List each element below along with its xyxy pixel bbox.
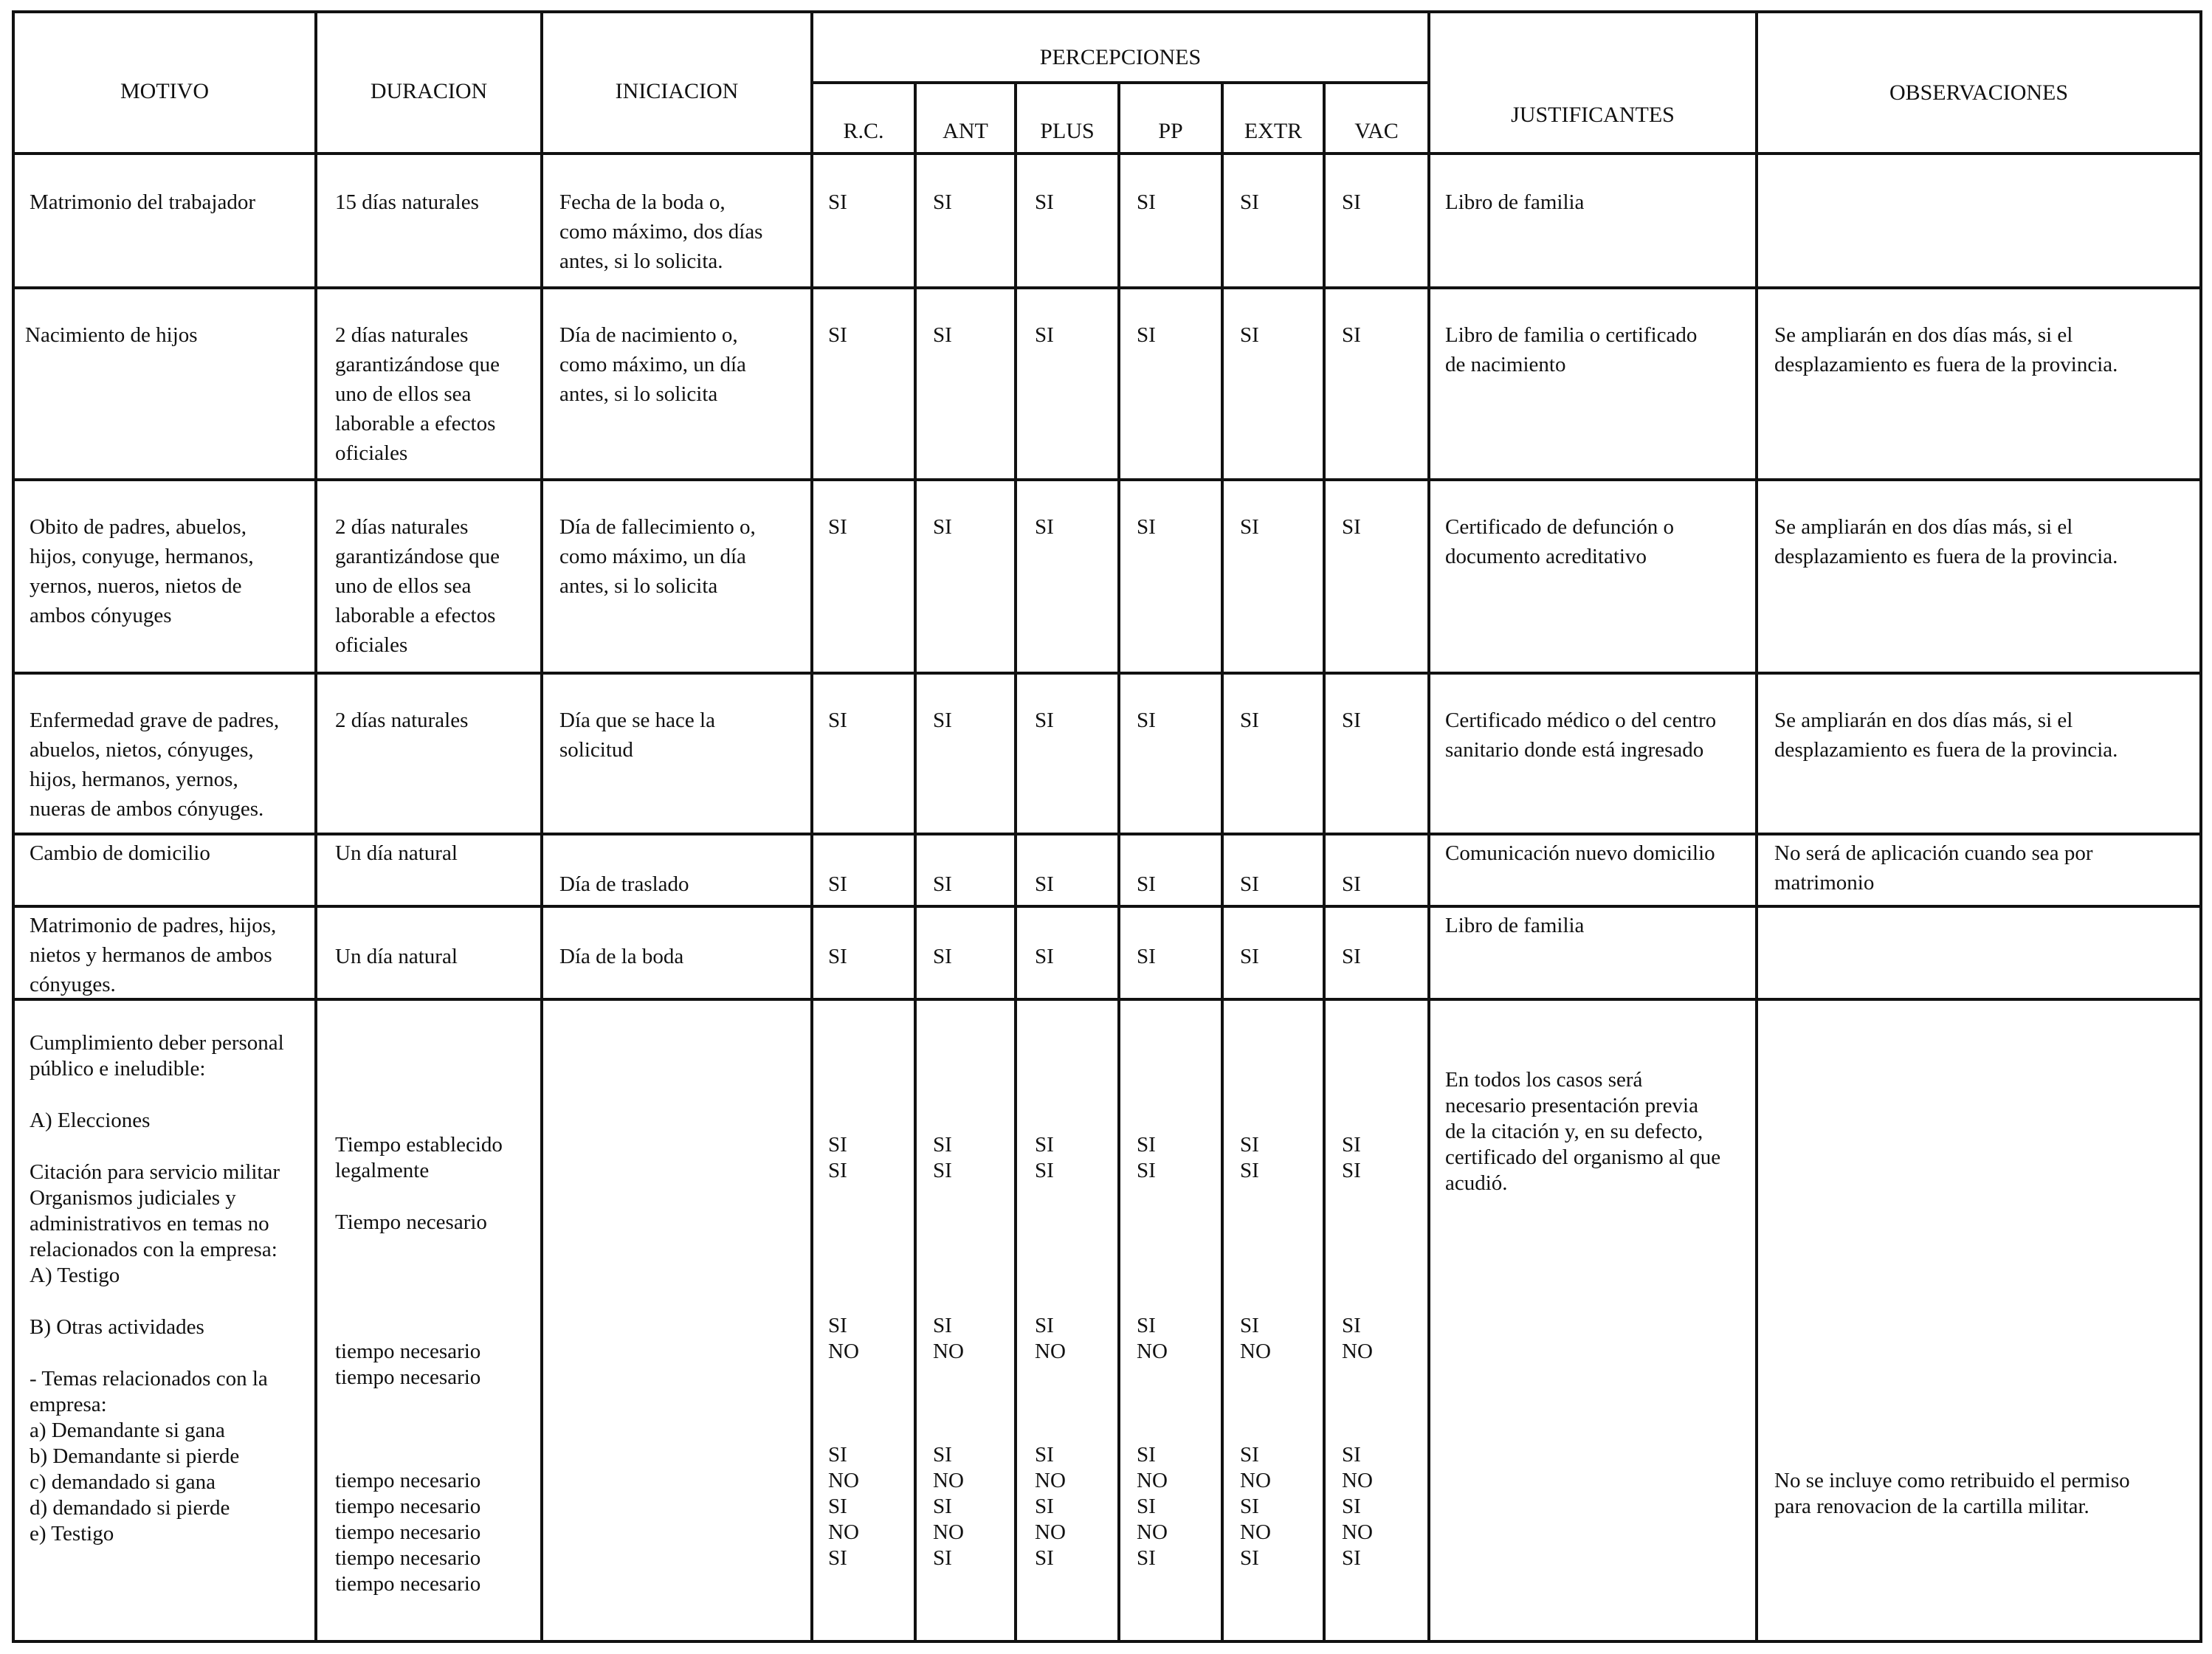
cell-rc-deber-b: SI NO: [828, 1314, 859, 1363]
cell-motivo: Cambio de domicilio: [30, 841, 210, 865]
cell-pp: SI: [1137, 190, 1156, 214]
cell-extr-deber-c: SI NO SI NO SI: [1240, 1443, 1271, 1570]
cell-vac: SI: [1342, 323, 1361, 347]
cell-observaciones: No será de aplicación cuando sea por matrimonio: [1774, 841, 2093, 895]
table-right-border: [2199, 10, 2202, 1643]
cell-duracion: Un día natural: [335, 945, 458, 968]
column-divider: [1323, 81, 1326, 1643]
column-divider: [1221, 81, 1224, 1643]
cell-ant-deber-b: SI NO: [933, 1314, 964, 1363]
cell-justificantes: Libro de familia: [1445, 914, 1585, 937]
cell-duracion-deber-a: Tiempo establecido legalmente Tiempo necesario: [335, 1133, 503, 1234]
cell-iniciacion: Día de nacimiento o, como máximo, un día antes, si lo solicita: [559, 323, 746, 406]
permisos-table: [12, 10, 2202, 1643]
cell-justificantes: Libro de familia o certificado de nacimiento: [1445, 323, 1698, 376]
cell-observaciones: Se ampliarán en dos días más, si el desplazamiento es fuera de la provincia.: [1774, 515, 2118, 568]
cell-motivo: Obito de padres, abuelos, hijos, conyuge, hermanos, yernos, nueros, nietos de ambos cónyuges: [30, 515, 254, 627]
cell-extr: SI: [1240, 945, 1259, 968]
cell-duracion-deber-b: tiempo necesario tiempo necesario: [335, 1340, 481, 1389]
cell-vac-deber-a: SI SI: [1342, 1133, 1361, 1182]
cell-justificantes: Certificado de defunción o documento acreditativo: [1445, 515, 1675, 568]
cell-pp-deber-c: SI NO SI NO SI: [1137, 1443, 1168, 1570]
cell-pp: SI: [1137, 872, 1156, 896]
cell-rc-deber-a: SI SI: [828, 1133, 847, 1182]
header-motivo: MOTIVO: [120, 79, 209, 103]
cell-iniciacion: Día que se hace la solicitud: [559, 709, 715, 762]
cell-rc: SI: [828, 945, 847, 968]
header-justificantes: JUSTIFICANTES: [1511, 103, 1675, 127]
row-divider: [12, 286, 2202, 289]
cell-pp: SI: [1137, 709, 1156, 732]
cell-iniciacion: Día de traslado: [559, 872, 689, 896]
cell-pp: SI: [1137, 945, 1156, 968]
cell-rc: SI: [828, 323, 847, 347]
cell-duracion: 15 días naturales: [335, 190, 479, 214]
cell-ant: SI: [933, 323, 952, 347]
header-ant: ANT: [943, 119, 988, 143]
column-divider: [810, 10, 813, 1643]
table-bottom-border: [12, 1640, 2202, 1643]
header-iniciacion: INICIACION: [615, 79, 739, 103]
cell-duracion-deber-c: tiempo necesario tiempo necesario tiempo necesario tiempo necesario tiempo necesario: [335, 1469, 481, 1596]
cell-ant-deber-c: SI NO SI NO SI: [933, 1443, 964, 1570]
cell-extr: SI: [1240, 190, 1259, 214]
cell-rc: SI: [828, 709, 847, 732]
cell-plus: SI: [1035, 945, 1054, 968]
cell-vac: SI: [1342, 709, 1361, 732]
cell-extr: SI: [1240, 709, 1259, 732]
cell-motivo: Nacimiento de hijos: [25, 323, 198, 347]
cell-iniciacion: Día de fallecimiento o, como máximo, un día antes, si lo solicita: [559, 515, 756, 598]
cell-duracion: 2 días naturales: [335, 709, 469, 732]
cell-ant-deber-a: SI SI: [933, 1133, 952, 1182]
cell-rc: SI: [828, 515, 847, 539]
cell-pp-deber-b: SI NO: [1137, 1314, 1168, 1363]
cell-plus-deber-a: SI SI: [1035, 1133, 1054, 1182]
cell-extr-deber-b: SI NO: [1240, 1314, 1271, 1363]
cell-vac: SI: [1342, 190, 1361, 214]
cell-extr-deber-a: SI SI: [1240, 1133, 1259, 1182]
cell-pp: SI: [1137, 323, 1156, 347]
cell-plus-deber-c: SI NO SI NO SI: [1035, 1443, 1066, 1570]
cell-motivo: Enfermedad grave de padres, abuelos, nietos, cónyuges, hijos, hermanos, yernos, nueras de ambos cónyuges.: [30, 709, 280, 821]
cell-justificantes-deber: En todos los casos será necesario presentación previa de la citación y, en su defecto, certificado del organismo al que acudió.: [1445, 1068, 1721, 1195]
cell-vac: SI: [1342, 945, 1361, 968]
column-divider: [1427, 10, 1430, 1643]
cell-plus: SI: [1035, 515, 1054, 539]
cell-iniciacion: Fecha de la boda o, como máximo, dos días antes, si lo solicita.: [559, 190, 763, 273]
cell-rc-deber-c: SI NO SI NO SI: [828, 1443, 859, 1570]
table-left-border: [12, 10, 15, 1643]
column-divider: [314, 10, 317, 1643]
cell-vac-deber-c: SI NO SI NO SI: [1342, 1443, 1373, 1570]
cell-ant: SI: [933, 190, 952, 214]
cell-observaciones: Se ampliarán en dos días más, si el desplazamiento es fuera de la provincia.: [1774, 323, 2118, 376]
cell-justificantes: Certificado médico o del centro sanitario donde está ingresado: [1445, 709, 1717, 762]
cell-motivo: Matrimonio del trabajador: [30, 190, 256, 214]
cell-observaciones: Se ampliarán en dos días más, si el desplazamiento es fuera de la provincia.: [1774, 709, 2118, 762]
cell-ant: SI: [933, 709, 952, 732]
cell-duracion: 2 días naturales garantizándose que uno de ellos sea laborable a efectos oficiales: [335, 515, 500, 657]
cell-extr: SI: [1240, 515, 1259, 539]
header-percepciones: PERCEPCIONES: [1039, 45, 1202, 69]
cell-plus: SI: [1035, 872, 1054, 896]
header-vac: VAC: [1354, 119, 1399, 143]
cell-ant: SI: [933, 945, 952, 968]
cell-plus-deber-b: SI NO: [1035, 1314, 1066, 1363]
header-extr: EXTR: [1244, 119, 1303, 143]
cell-extr: SI: [1240, 323, 1259, 347]
table-top-border: [12, 10, 2202, 13]
cell-pp: SI: [1137, 515, 1156, 539]
cell-duracion: Un día natural: [335, 841, 458, 865]
cell-plus: SI: [1035, 323, 1054, 347]
cell-ant: SI: [933, 515, 952, 539]
cell-plus: SI: [1035, 190, 1054, 214]
column-divider: [1755, 10, 1758, 1643]
cell-motivo: Matrimonio de padres, hijos, nietos y hermanos de ambos cónyuges.: [30, 914, 277, 996]
cell-ant: SI: [933, 872, 952, 896]
column-divider: [1117, 81, 1120, 1643]
row-divider: [12, 833, 2202, 835]
header-pp: PP: [1158, 119, 1183, 143]
row-divider: [12, 905, 2202, 908]
header-bottom-border: [12, 152, 2202, 155]
cell-extr: SI: [1240, 872, 1259, 896]
column-divider: [914, 81, 917, 1643]
cell-rc: SI: [828, 872, 847, 896]
cell-justificantes: Comunicación nuevo domicilio: [1445, 841, 1715, 865]
cell-observaciones-deber: No se incluye como retribuido el permiso para renovacion de la cartilla militar.: [1774, 1469, 2130, 1518]
row-divider: [12, 998, 2202, 1001]
cell-vac: SI: [1342, 872, 1361, 896]
row-divider: [12, 478, 2202, 481]
column-divider: [1014, 81, 1017, 1643]
column-divider: [540, 10, 543, 1643]
cell-justificantes: Libro de familia: [1445, 190, 1585, 214]
header-plus: PLUS: [1040, 119, 1095, 143]
header-observaciones: OBSERVACIONES: [1889, 80, 2069, 105]
cell-plus: SI: [1035, 709, 1054, 732]
cell-pp-deber-a: SI SI: [1137, 1133, 1156, 1182]
cell-iniciacion: Día de la boda: [559, 945, 684, 968]
cell-rc: SI: [828, 190, 847, 214]
cell-vac: SI: [1342, 515, 1361, 539]
cell-duracion: 2 días naturales garantizándose que uno de ellos sea laborable a efectos oficiales: [335, 323, 500, 465]
header-rc: R.C.: [843, 119, 884, 143]
header-duracion: DURACION: [370, 79, 488, 103]
row-divider: [12, 672, 2202, 675]
cell-vac-deber-b: SI NO: [1342, 1314, 1373, 1363]
cell-motivo-deber: Cumplimiento deber personal público e ineludible: A) Elecciones Citación para servicio militar Organismos judiciales y administrativos en temas no relacionados con la empresa: A) Testigo B) Otras actividades - Temas relacionados con la empresa: a) Demandante si gana b) Demandante si pierde c) demandado si gana d) demandado si pierde e) Testigo: [30, 1031, 284, 1546]
